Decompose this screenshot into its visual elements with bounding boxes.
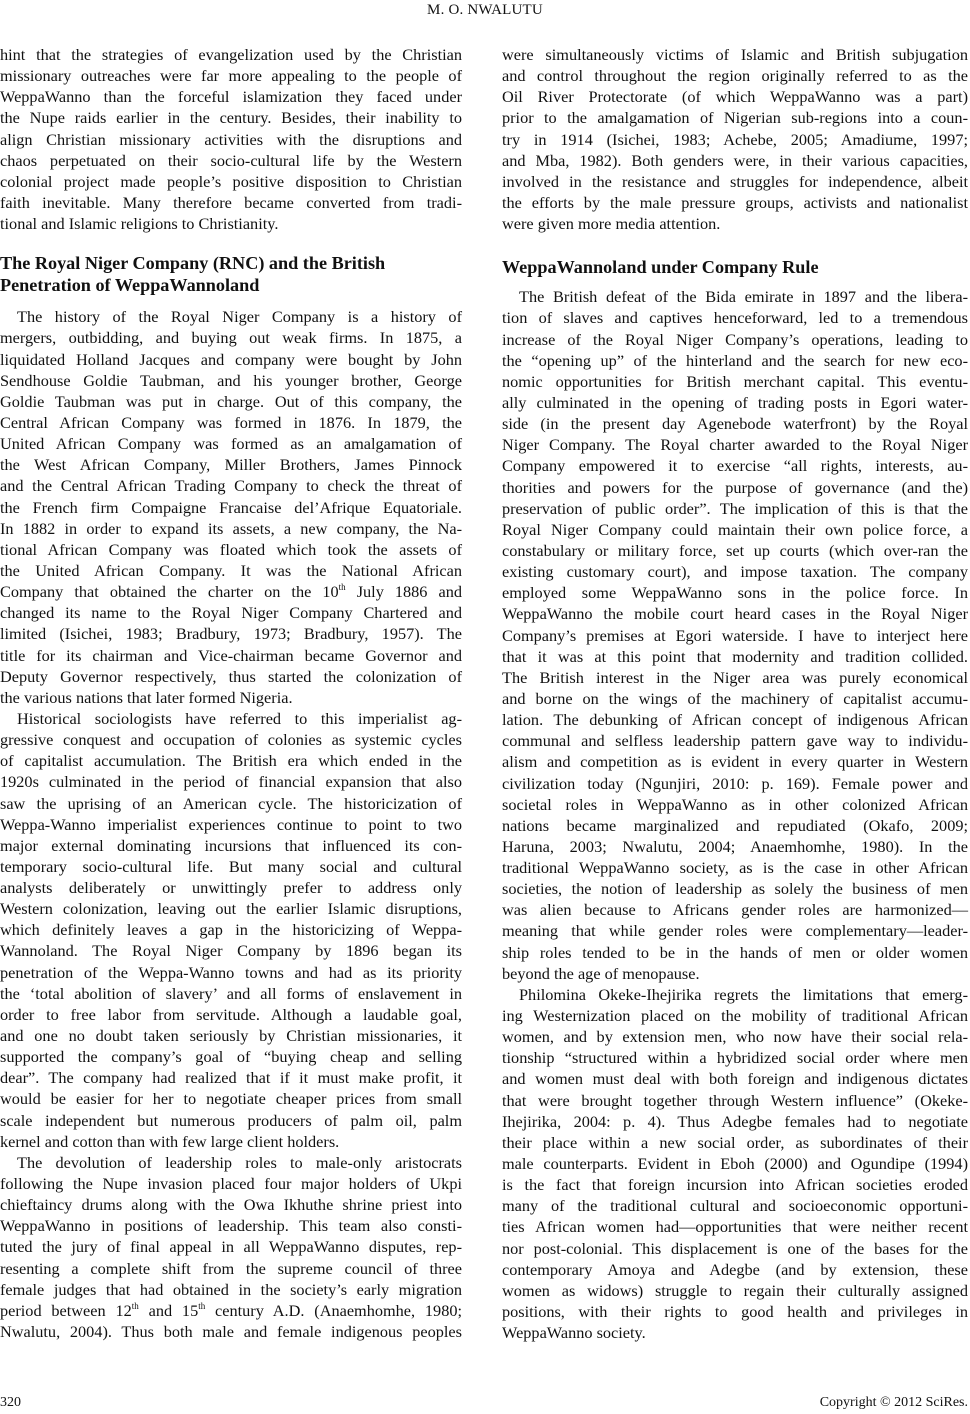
text-line: that it was at this point that modernity and tradition collided.: [502, 646, 968, 666]
text-line: is the fact that foreign incursion into African societies eroded: [502, 1175, 968, 1195]
text-line: preservation of public order”. The implication of this is that the: [502, 498, 968, 518]
paragraph: [0, 708, 462, 1152]
text-line: tional African Company was floated which took the assets of: [0, 539, 462, 559]
text-line: missionary outreaches were far more appealing to the people of: [0, 66, 462, 86]
text-line: the various nations that later formed Nigeria.: [0, 687, 293, 707]
text-line: nomic opportunities for British merchant capital. This eventu-: [502, 371, 968, 391]
text-line: faith inevitable. Many therefore became converted from tradi-: [0, 192, 462, 212]
text-line: Historical sociologists have referred to this imperialist ag-: [17, 708, 462, 728]
text-line: try in 1914 (Isichei, 1983; Achebe, 2005; Amadiume, 1997;: [502, 129, 968, 149]
right-column: [502, 44, 968, 1343]
superscript: th: [338, 582, 346, 593]
text-line: major external dominating incursions that influenced its con-: [0, 835, 462, 855]
paragraph: [502, 984, 968, 1343]
text-line: scale independent but numerous producers of palm oil, palm: [0, 1110, 462, 1130]
superscript: th: [198, 1300, 206, 1311]
text-line: kernel and cotton than with few large client holders.: [0, 1131, 340, 1151]
text-line: Goldie Taubman was put in charge. Out of this company, the: [0, 391, 462, 411]
text-line: tionship “structured within a hybridized social order where men: [502, 1048, 968, 1068]
text-line: chaos perpetuated on their socio-cultural life by the Western: [0, 150, 462, 170]
text-line: The history of the Royal Niger Company is a history of: [17, 307, 462, 327]
text-line: WeppaWanno society.: [502, 1323, 646, 1343]
text-line: were simultaneously victims of Islamic and British subjugation: [502, 45, 968, 64]
paragraph: [0, 44, 462, 234]
text-line: employed some WeppaWanno sons in the police force. In: [502, 583, 968, 603]
text-line: Niger Company. The Royal charter awarded to the Royal Niger: [502, 435, 968, 455]
text-line: the efforts by the male pressure groups, activists and nationalist: [502, 192, 968, 212]
text-line: and Mba, 1982). Both genders were, in their various capacities,: [502, 150, 968, 170]
text-line: Company’s premises at Egori waterside. I have to interject here: [502, 625, 968, 645]
text-line: that were brought together through Western influence” (Okeke-: [502, 1090, 968, 1110]
text-line: [0, 581, 462, 602]
text-line: and borne on the wings of the machinery of capitalist accumu-: [502, 688, 968, 708]
running-head: M. O. NWALUTU: [427, 2, 543, 18]
text-line: Deputy Governor respectively, thus started the colonization of: [0, 666, 462, 686]
text-line: alism and competition as is evident in every quarter in Western: [502, 752, 968, 772]
text-line: female judges that had obtained in the society’s early migration: [0, 1279, 462, 1299]
text-line: the United African Company. It was the National African: [0, 560, 462, 580]
text-line: Company empowered it to exercise “all rights, interests, au-: [502, 456, 968, 476]
text-fragment: century A.D. (Anaemhomhe, 1980;: [205, 1300, 462, 1320]
text-line: gressive conquest and occupation of colonies as systemic cycles: [0, 730, 462, 750]
text-line: would be easier for her to negotiate cheaper prices from small: [0, 1089, 462, 1109]
text-line: Oil River Protectorate (of which WeppaWanno was a part): [502, 87, 968, 107]
text-line: constabulary or military force, set up courts (which over-ran the: [502, 540, 968, 560]
page-number: 320: [0, 1395, 21, 1410]
text-line: analysts deliberately or unwittingly prefer to address only: [0, 878, 462, 898]
text-fragment: and 15: [138, 1300, 199, 1320]
text-line: saw the uprising of an American cycle. The historicization of: [0, 793, 462, 813]
text-line: the Nupe raids earlier in the century. Besides, their inability to: [0, 108, 462, 128]
text-line: chieftaincy drums along with the Owa Ikhuthe shrine priest into: [0, 1195, 462, 1215]
text-line: women as widows) struggle to regain their culturally assigned: [502, 1280, 968, 1300]
text-line: and control throughout the region originally referred to as the: [502, 66, 968, 86]
text-line: Weppa-Wanno imperialist experiences continue to point to two: [0, 814, 462, 834]
text-line: nations became marginalized and repudiated (Okafo, 2009;: [502, 815, 968, 835]
text-line: lation. The debunking of African concept of indigenous African: [502, 710, 968, 730]
text-line: societies, the notion of leadership as solely the business of men: [502, 879, 968, 899]
text-line: tional and Islamic religions to Christianity.: [0, 214, 279, 234]
text-line: Haruna, 2003; Nwalutu, 2004; Anaemhomhe, 1980). In the: [502, 836, 968, 856]
left-column: [0, 44, 462, 1342]
heading-line: The Royal Niger Company (RNC) and the British: [0, 253, 386, 274]
text-line: increase of the Royal Niger Company’s operations, leading to: [502, 329, 968, 349]
text-line: meaning that while gender roles were complementary—leader-: [502, 921, 968, 941]
text-line: existing customary court), and impose taxation. The company: [502, 562, 968, 582]
text-fragment: period between 12: [0, 1300, 132, 1320]
text-line: which definitely leaves a gap in the historicizing of Weppa-: [0, 920, 462, 940]
text-line: side (in the present day Agenebode waterfront) by the Royal: [502, 414, 968, 434]
text-line: 1920s culminated in the period of financial expansion that also: [0, 772, 462, 792]
text-line: supported the company’s goal of “buying cheap and selling: [0, 1047, 462, 1067]
section-heading: [502, 256, 968, 278]
heading-line: Penetration of WeppaWannoland: [0, 275, 260, 296]
text-line: hint that the strategies of evangelization used by the Christian: [0, 45, 462, 64]
text-line: ship roles tended to be in the hands of men or older women: [502, 942, 968, 962]
text-line: male counterparts. Evident in Eboh (2000) and Ogundipe (1994): [502, 1154, 968, 1174]
text-line: Wannoland. The Royal Niger Company by 1896 began its: [0, 941, 462, 961]
text-line: communal and selfless leadership pattern gave way to individu-: [502, 731, 968, 751]
text-line: Ihejirika, 2004: p. 4). Thus Adegbe females had to negotiate: [502, 1111, 968, 1131]
text-line: prior to the amalgamation of Nigerian sub-regions into a coun-: [502, 108, 968, 128]
text-line: resenting a complete shift from the supreme council of three: [0, 1258, 462, 1278]
text-line: WeppaWanno in positions of leadership. This team also consti-: [0, 1216, 462, 1236]
text-line: many of the traditional cultural and socioeconomic opportuni-: [502, 1196, 968, 1216]
text-line: following the Nupe invasion placed four major holders of Ukpi: [0, 1174, 462, 1194]
text-line: temporary socio-cultural life. But many social and cultural: [0, 856, 462, 876]
text-line: their place within a new social order, as subordinates of their: [502, 1132, 968, 1152]
text-line: societal roles in WeppaWanno as in other colonized African: [502, 794, 968, 814]
text-line: the ‘total abolition of slavery’ and all forms of enslavement in: [0, 983, 462, 1003]
text-line: mergers, outbidding, and buying out weak firms. In 1875, a: [0, 328, 462, 348]
text-line: Sendhouse Goldie Taubman, and his younger brother, George: [0, 370, 462, 390]
text-line: United African Company was formed as an amalgamation of: [0, 434, 462, 454]
text-line: dear”. The company had realized that if it must make profit, it: [0, 1068, 462, 1088]
text-line: penetration of the Weppa-Wanno towns and had as its priority: [0, 962, 462, 982]
text-line: and one no doubt taken seriously by Christian missionaries, it: [0, 1026, 462, 1046]
text-line: the West African Company, Miller Brothers, James Pinnock: [0, 455, 462, 475]
text-line: WeppaWanno the mobile court heard cases in the Royal Niger: [502, 604, 968, 624]
text-line: [0, 1300, 462, 1321]
text-line: The British interest in the Niger area was purely economical: [502, 667, 968, 687]
text-line: liquidated Holland Jacques and company were bought by John: [0, 349, 462, 369]
text-line: involved in the resistance and struggles for independence, albeit: [502, 171, 968, 191]
text-line: thorities and powers for the purpose of governance (and the): [502, 477, 968, 497]
heading-line: WeppaWannoland under Company Rule: [502, 257, 819, 278]
text-line: Royal Niger Company could maintain their own police force, a: [502, 519, 968, 539]
text-line: align Christian missionary activities with the disruptions and: [0, 129, 462, 149]
paragraph: [502, 286, 968, 984]
text-line: limited (Isichei, 1983; Bradbury, 1973; Bradbury, 1957). The: [0, 624, 462, 644]
superscript: th: [131, 1300, 139, 1311]
text-line: traditional WeppaWanno society, as is the case in other African: [502, 858, 968, 878]
copyright-notice: Copyright © 2012 SciRes.: [819, 1395, 968, 1410]
text-line: The devolution of leadership roles to male-only aristocrats: [17, 1152, 462, 1172]
text-line: and women must deal with both foreign and indigenous dictates: [502, 1069, 968, 1089]
text-line: women, and by extension men, who now have their social rela-: [502, 1027, 968, 1047]
text-line: WeppaWanno than the forceful islamization they faced under: [0, 87, 462, 107]
paragraph: [0, 306, 462, 708]
text-line: Western colonization, leaving out the earlier Islamic disruptions,: [0, 899, 462, 919]
text-line: nor post-colonial. This displacement is one of the bases for the: [502, 1238, 968, 1258]
text-line: Central African Company was formed in 1876. In 1879, the: [0, 412, 462, 432]
text-line: title for its chairman and Vice-chairman became Governor and: [0, 645, 462, 665]
text-line: Nwalutu, 2004). Thus both male and female indigenous peoples: [0, 1322, 462, 1342]
text-fragment: July 1886 and: [345, 582, 463, 602]
text-line: ally culminated in the opening of trading posts in Egori water-: [502, 392, 968, 412]
text-line: were given more media attention.: [502, 214, 721, 234]
text-line: ing Westernization placed on the mobility of traditional African: [502, 1006, 968, 1026]
section-heading: [0, 252, 462, 296]
text-line: The British defeat of the Bida emirate in 1897 and the libera-: [519, 287, 968, 307]
text-line: changed its name to the Royal Niger Company Chartered and: [0, 603, 462, 623]
text-line: tion of slaves and captives henceforward, led to a tremendous: [502, 308, 968, 328]
paragraph: [502, 44, 968, 234]
text-line: positions, with their rights to good health and privileges in: [502, 1302, 968, 1322]
text-line: and the Central African Trading Company to check the threat of: [0, 476, 462, 496]
text-line: the “opening up” of the hinterland and the search for new eco-: [502, 350, 968, 370]
text-line: of capitalist accumulation. The British era which ended in the: [0, 751, 462, 771]
text-line: colonial project made people’s positive disposition to Christian: [0, 171, 462, 191]
text-line: civilization today (Ngunjiri, 2010: p. 169). Female power and: [502, 773, 968, 793]
text-line: tuted the jury of final appeal in all WeppaWanno disputes, rep-: [0, 1237, 462, 1257]
text-line: In 1882 in order to expand its assets, a new company, the Na-: [0, 518, 462, 538]
text-line: ties African women had—opportunities that were neither recent: [502, 1217, 968, 1237]
text-fragment: Company that obtained the charter on the 10: [0, 582, 339, 602]
text-line: was alien because to Africans gender roles are harmonized—: [502, 900, 968, 920]
text-line: contemporary Amoya and Adegbe (and by extension, these: [502, 1259, 968, 1279]
text-line: beyond the age of menopause.: [502, 963, 700, 983]
text-line: Philomina Okeke-Ihejirika regrets the limitations that emerg-: [519, 984, 968, 1004]
paragraph: [0, 1152, 462, 1342]
text-line: the French firm Compaigne Francaise del’Afrique Equatoriale.: [0, 497, 462, 517]
text-line: order to free labor from servitude. Although a laudable goal,: [0, 1004, 462, 1024]
